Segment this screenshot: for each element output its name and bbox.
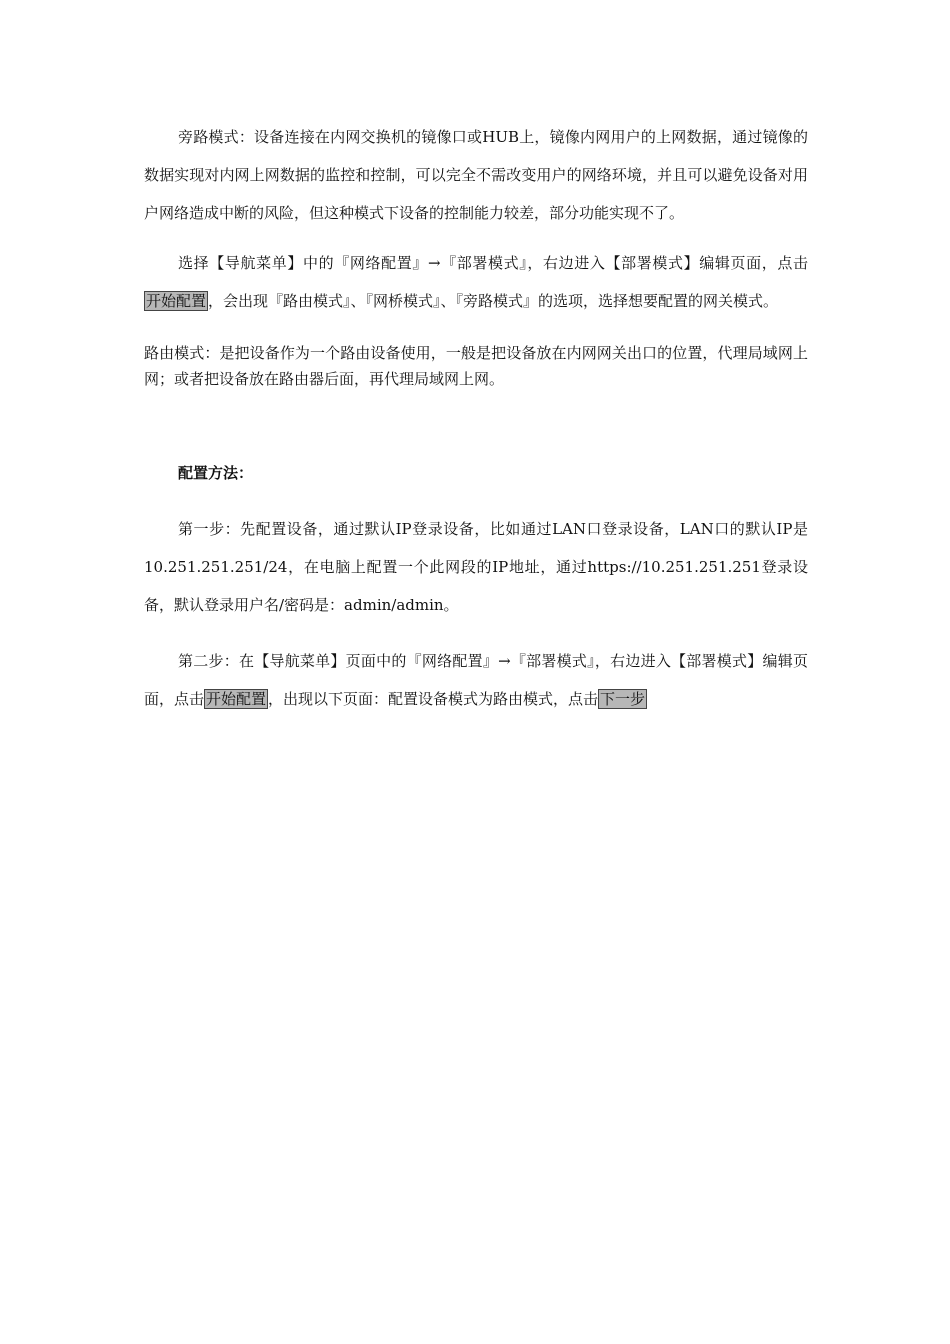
select-deploy-text-1: 选择【导航菜单】中的『网络配置』→『部署模式』，右边进入【部署模式】编辑页面，点击 — [178, 254, 808, 272]
step-two-paragraph — [144, 642, 808, 718]
next-step-button-ref: 下一步 — [600, 690, 646, 708]
select-deploy-text-2: ，会出现『路由模式』、『网桥模式』、『旁路模式』的选项，选择想要配置的网关模式。 — [208, 292, 779, 310]
bypass-mode-paragraph: 旁路模式：设备连接在内网交换机的镜像口或HUB上，镜像内网用户的上网数据，通过镜像的数据实现对内网上网数据的监控和控制，可以完全不需改变用户的网络环境，并且可以避免设备对用户网络造成中断的风险，但这种模式下设备的控制能力较差，部分功能实现不了。 — [144, 128, 808, 222]
document-page — [144, 118, 808, 718]
step-two-text-2: ，出现以下页面：配置设备模式为路由模式，点击 — [268, 690, 599, 708]
step-two-text-1: 第二步：在【导航菜单】页面中的『网络配置』→『部署模式』，右边进入【部署模式】编辑页面，点击 — [144, 652, 808, 708]
start-config-button-ref-2: 开始配置 — [206, 690, 267, 708]
step-one-paragraph: 第一步：先配置设备，通过默认IP登录设备，比如通过LAN口登录设备，LAN口的默认IP是10.251.251.251/24，在电脑上配置一个此网段的IP地址，通过https://10.251.251.251登录设备，默认登录用户名/密码是：admin/admin。 — [144, 520, 808, 614]
config-method-heading: 配置方法： — [178, 464, 254, 482]
start-config-button-ref: 开始配置 — [146, 292, 207, 310]
route-mode-paragraph: 路由模式：是把设备作为一个路由设备使用，一般是把设备放在内网网关出口的位置，代理局域网上网；或者把设备放在路由器后面，再代理局域网上网。 — [144, 344, 808, 388]
select-deploy-paragraph — [144, 244, 808, 320]
